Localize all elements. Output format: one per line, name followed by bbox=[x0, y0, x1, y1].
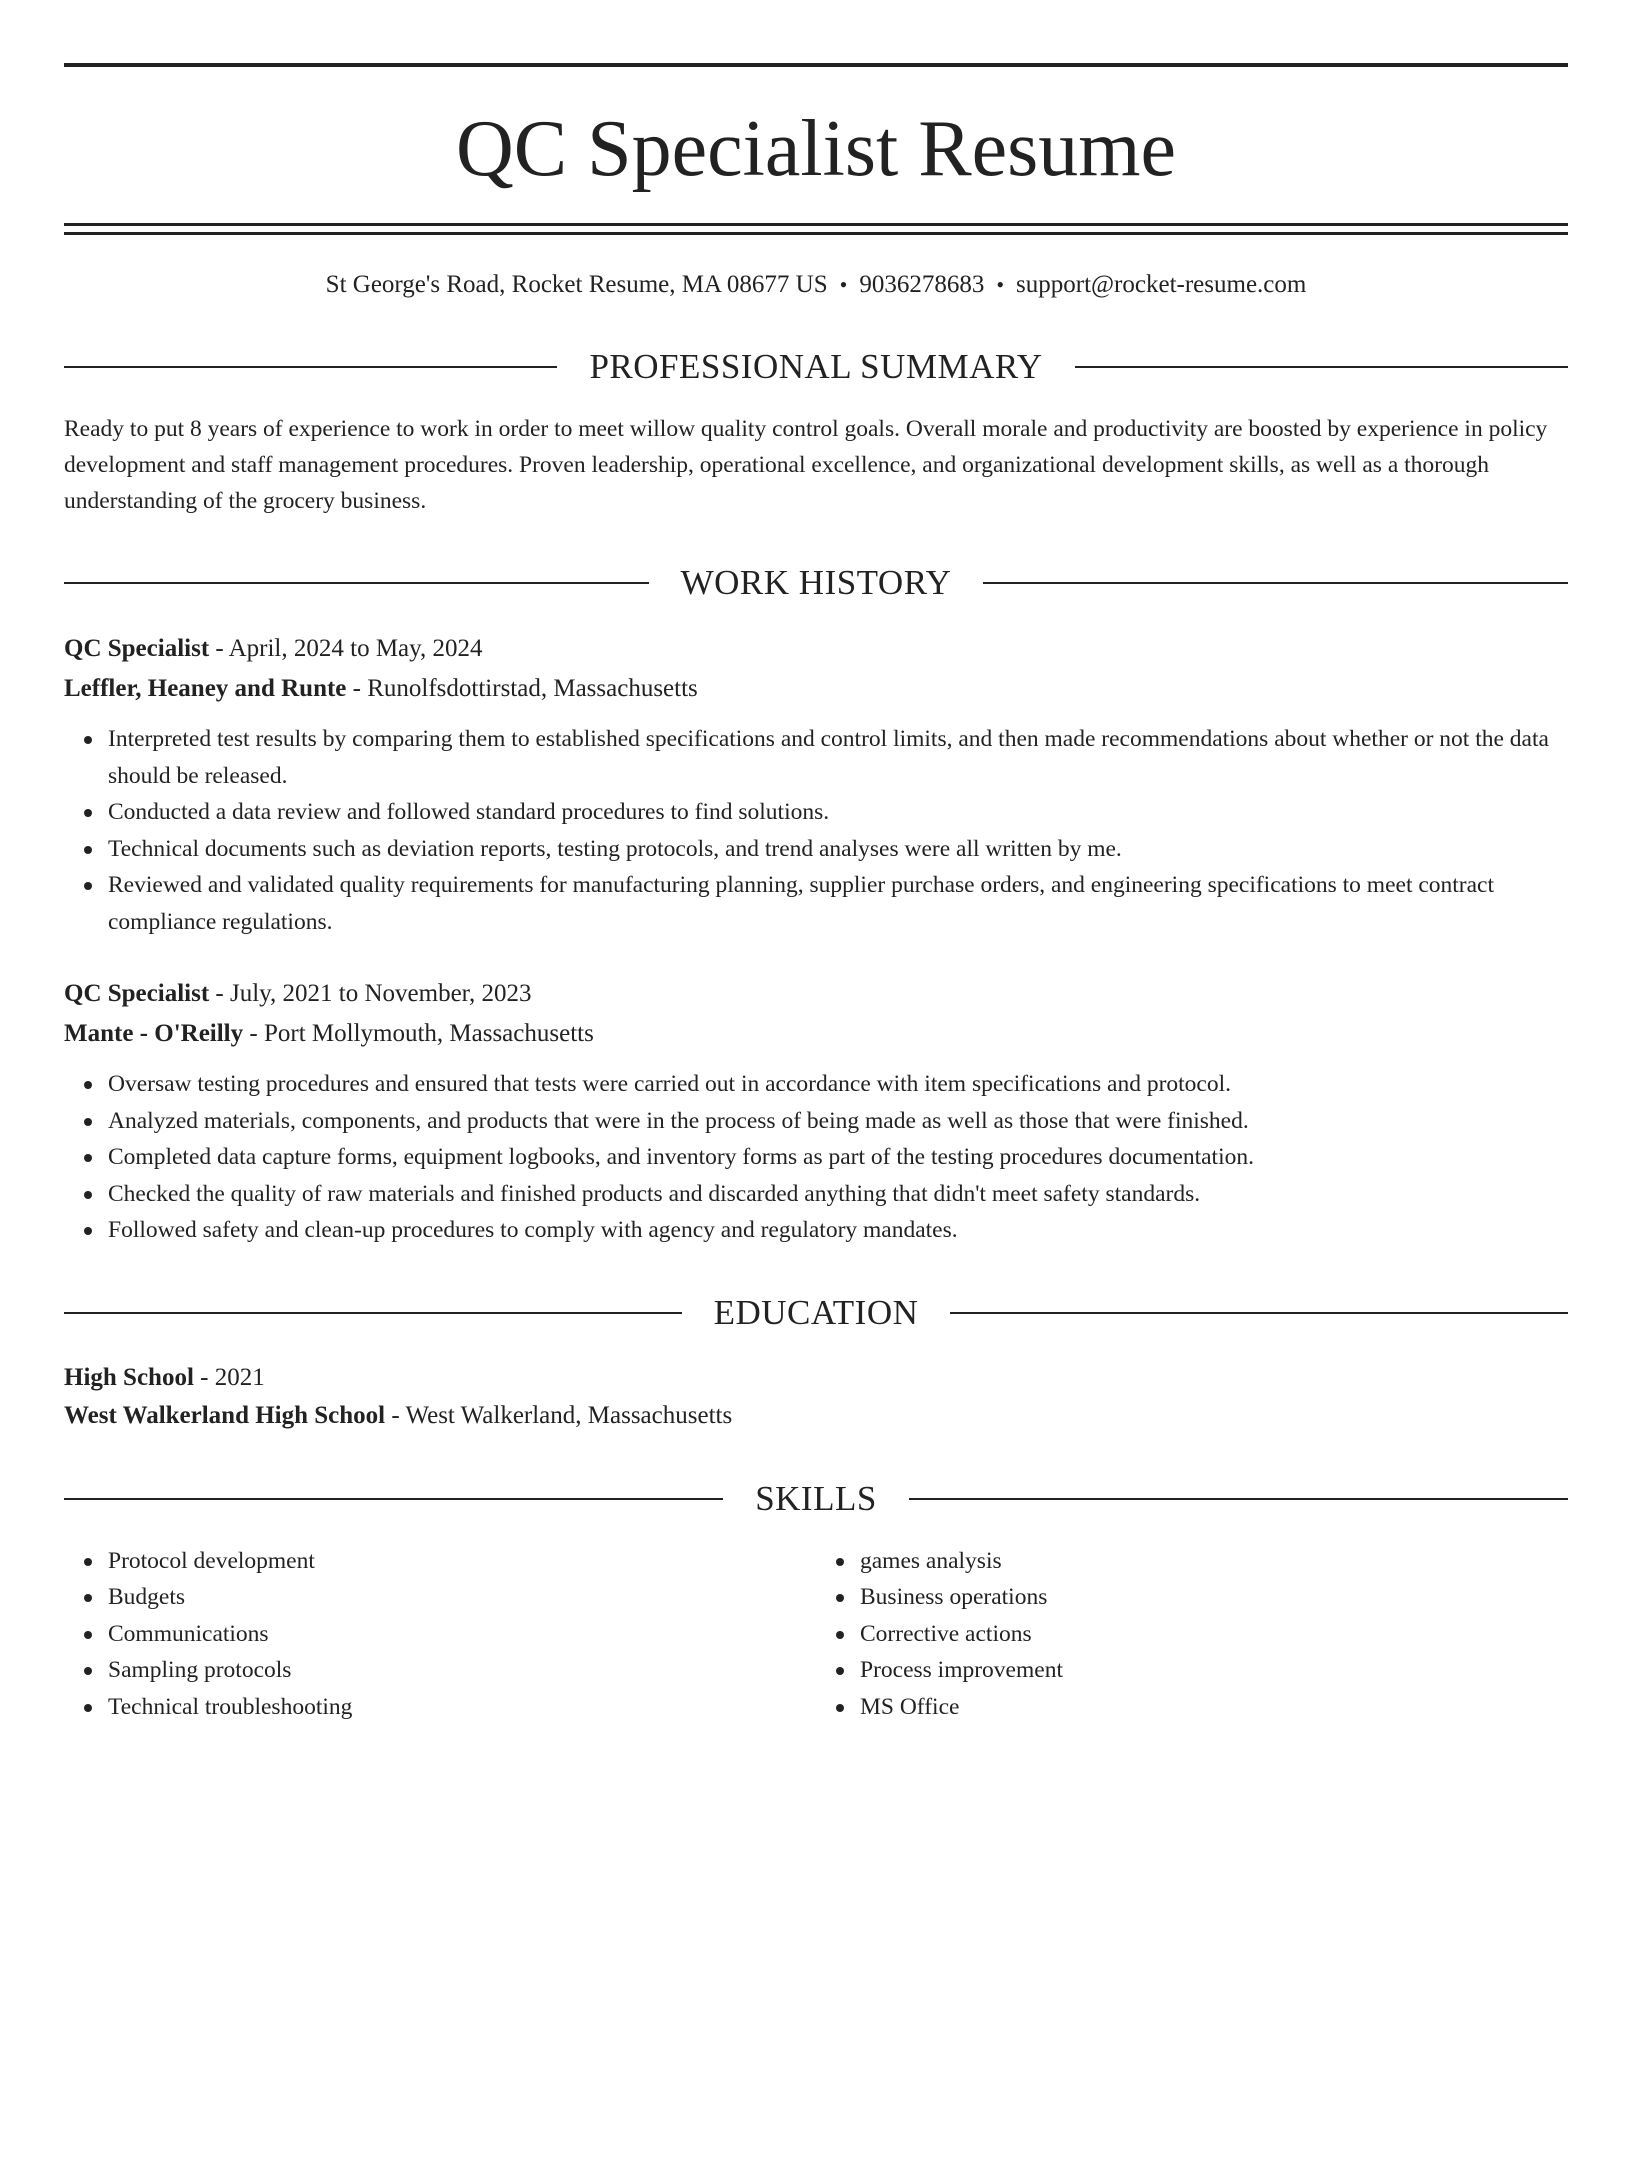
double-rule bbox=[64, 223, 1568, 235]
heading-rule bbox=[1075, 366, 1568, 368]
contact-address: St George's Road, Rocket Resume, MA 08677 US bbox=[325, 271, 828, 298]
list-item: Conducted a data review and followed standard procedures to find solutions. bbox=[108, 794, 1568, 831]
degree: High School bbox=[64, 1363, 194, 1391]
skills-list-left bbox=[64, 1543, 816, 1726]
skill-item: MS Office bbox=[860, 1689, 1568, 1726]
resume-title: QC Specialist Resume bbox=[456, 105, 1176, 193]
school-name: West Walkerland High School bbox=[64, 1401, 386, 1429]
job-dates: - April, 2024 to May, 2024 bbox=[209, 635, 483, 662]
list-item: Completed data capture forms, equipment logbooks, and inventory forms as part of the testing procedures documentation. bbox=[108, 1139, 1568, 1176]
heading-rule bbox=[64, 366, 557, 368]
section-heading-work-history bbox=[64, 561, 1568, 605]
section-title: PROFESSIONAL SUMMARY bbox=[589, 347, 1043, 386]
skill-item: games analysis bbox=[860, 1543, 1568, 1580]
job-company: Leffler, Heaney and Runte bbox=[64, 675, 347, 702]
list-item: Interpreted test results by comparing them to established specifications and control limits, and then made recommendations about whether or not the data should be released. bbox=[108, 721, 1568, 794]
skills-list-right bbox=[816, 1543, 1568, 1726]
job-entry bbox=[64, 629, 1568, 940]
job-company-line bbox=[64, 669, 1568, 709]
section-title: SKILLS bbox=[755, 1478, 877, 1518]
list-item: Oversaw testing procedures and ensured that tests were carried out in accordance with item specifications and protocol. bbox=[108, 1066, 1568, 1103]
school-location: - West Walkerland, Massachusetts bbox=[385, 1401, 733, 1429]
education-entry bbox=[64, 1359, 1568, 1435]
skill-item: Technical troubleshooting bbox=[108, 1689, 816, 1726]
list-item: Reviewed and validated quality requirements for manufacturing planning, supplier purchase orders, and engineering specifications to meet contract compliance regulations. bbox=[108, 867, 1568, 940]
list-item: Technical documents such as deviation reports, testing protocols, and trend analyses were all written by me. bbox=[108, 831, 1568, 868]
resume-page bbox=[0, 63, 1632, 2175]
education-year: - 2021 bbox=[193, 1363, 265, 1391]
heading-rule bbox=[950, 1312, 1568, 1314]
contact-email: support@rocket-resume.com bbox=[1016, 271, 1307, 298]
skills-columns bbox=[64, 1543, 1568, 1726]
section-heading-education bbox=[64, 1291, 1568, 1335]
job-title-line bbox=[64, 974, 1568, 1014]
section-heading-skills bbox=[64, 1477, 1568, 1521]
skill-item: Budgets bbox=[108, 1579, 816, 1616]
bullet-separator: • bbox=[996, 272, 1005, 297]
job-title: QC Specialist bbox=[64, 980, 210, 1007]
skill-item: Communications bbox=[108, 1616, 816, 1653]
list-item: Followed safety and clean-up procedures to comply with agency and regulatory mandates. bbox=[108, 1212, 1568, 1249]
top-rule bbox=[64, 63, 1568, 67]
section-heading-summary bbox=[64, 345, 1568, 389]
skill-item: Process improvement bbox=[860, 1652, 1568, 1689]
contact-line bbox=[64, 267, 1568, 303]
summary-text: Ready to put 8 years of experience to work in order to meet willow quality control goals. Overall morale and productivity are boosted by experience in policy development and staff management procedures. Proven leadership, operational excellence, and organizational development skills, as well as a thorough understanding of the grocery business. bbox=[64, 416, 1548, 514]
skill-item: Sampling protocols bbox=[108, 1652, 816, 1689]
heading-rule bbox=[64, 582, 649, 584]
heading-rule bbox=[64, 1498, 723, 1500]
contact-phone: 9036278683 bbox=[859, 271, 985, 298]
heading-rule bbox=[909, 1498, 1568, 1500]
job-company-line bbox=[64, 1014, 1568, 1054]
job-title-line bbox=[64, 629, 1568, 669]
skill-item: Business operations bbox=[860, 1579, 1568, 1616]
job-dates: - July, 2021 to November, 2023 bbox=[209, 980, 532, 1007]
section-title: EDUCATION bbox=[713, 1292, 919, 1332]
skill-item: Protocol development bbox=[108, 1543, 816, 1580]
list-item: Analyzed materials, components, and products that were in the process of being made as well as those that were finished. bbox=[108, 1103, 1568, 1140]
job-title: QC Specialist bbox=[64, 635, 210, 662]
degree-line bbox=[64, 1359, 1568, 1397]
job-location: - Port Mollymouth, Massachusetts bbox=[243, 1020, 594, 1047]
job-bullets bbox=[64, 721, 1568, 940]
heading-rule bbox=[64, 1312, 682, 1314]
job-entry bbox=[64, 974, 1568, 1249]
job-company: Mante - O'Reilly bbox=[64, 1020, 244, 1047]
job-location: - Runolfsdottirstad, Massachusetts bbox=[346, 675, 698, 702]
skill-item: Corrective actions bbox=[860, 1616, 1568, 1653]
list-item: Checked the quality of raw materials and finished products and discarded anything that didn't meet safety standards. bbox=[108, 1176, 1568, 1213]
section-title: WORK HISTORY bbox=[680, 563, 952, 602]
heading-rule bbox=[983, 582, 1568, 584]
job-bullets bbox=[64, 1066, 1568, 1249]
school-line bbox=[64, 1397, 1568, 1435]
bullet-separator: • bbox=[839, 272, 848, 297]
